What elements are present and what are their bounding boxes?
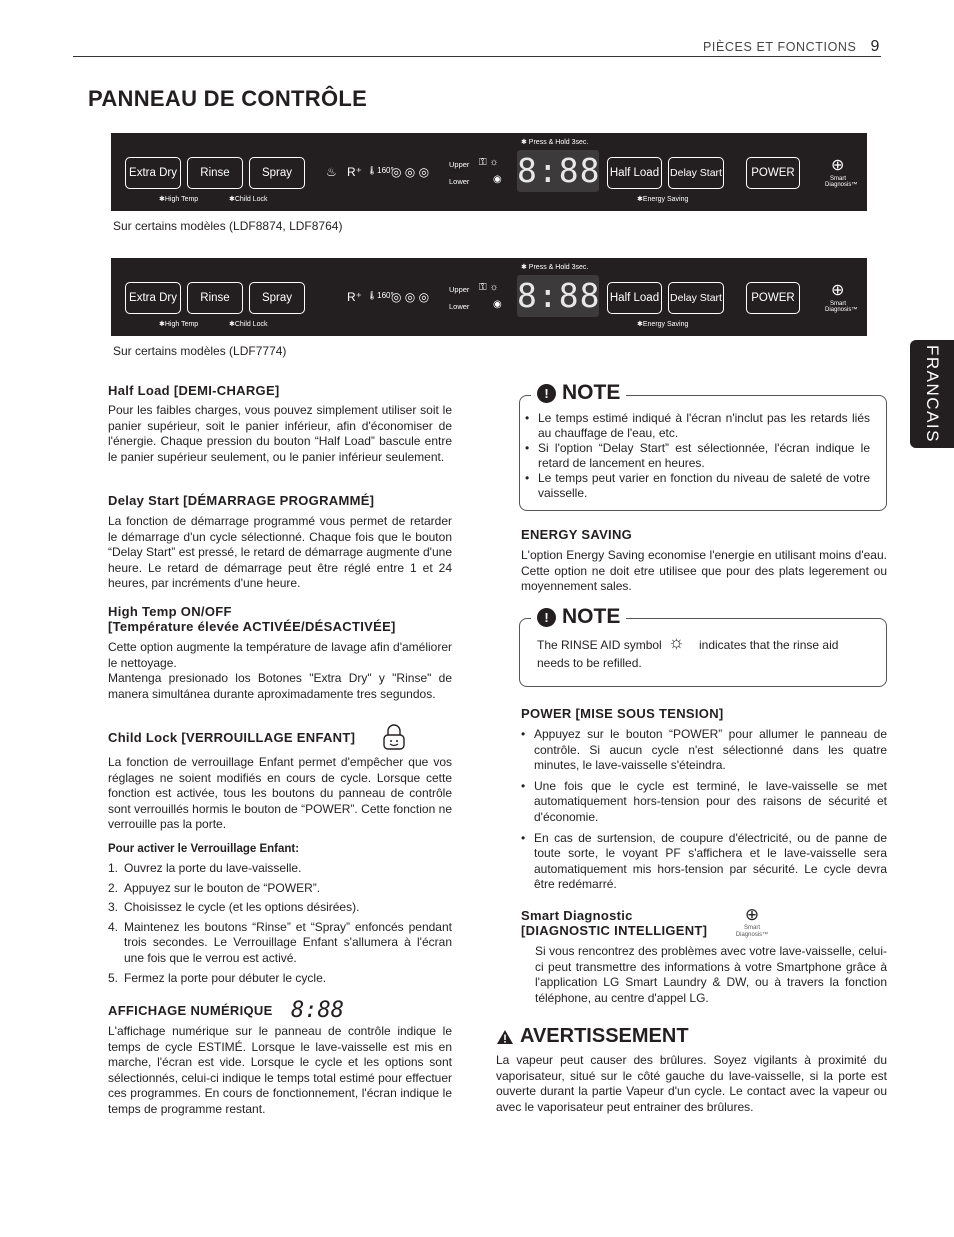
list-item: • Le temps peut varier en fonction du niveau de saleté de votre vaisselle.: [525, 471, 870, 500]
panel-1-caption: Sur certains modèles (LDF8874, LDF8764): [113, 219, 343, 233]
smart-diagnostic-body: Si vous rencontrez des problèmes avec votre lave-vaisselle, celui-ci peut transmettre des informations à votre Smartphone grâce à l'application LG Smart Laundry & DW, ou à travers la fonction téléphone, au centre d'appel LG.: [535, 944, 887, 1005]
upper-label: Upper: [449, 160, 470, 169]
list-item: 4. Maintenez les boutons “Rinse” et “Spray” enfoncés pendant trois secondes. Le Verrouillage Enfant s'allumera à l'écran une fois que le verrou est activé.: [108, 919, 452, 965]
wash-icon: ◎ ◎ ◎: [391, 165, 430, 179]
display-heading: AFFICHAGE NUMÉRIQUE: [108, 1003, 273, 1018]
high-temp-body: Cette option augmente la température de lavage afin d'améliorer le nettoyage.: [108, 640, 452, 670]
child-lock-label: ✱Child Lock: [229, 196, 268, 203]
smart-diagnostic-subheading: [DIAGNOSTIC INTELLIGENT]: [521, 923, 708, 938]
exclamation-icon: !: [537, 608, 556, 627]
high-temp-label: ✱High Temp: [159, 196, 199, 203]
digital-display: 8:88: [517, 276, 601, 315]
exclamation-icon: !: [537, 384, 556, 403]
list-item: 5. Fermez la porte pour débuter le cycle.: [108, 970, 327, 985]
smart-diagnosis-icon: ⊕: [831, 157, 845, 174]
note-2-text-a: The RINSE AID symbol: [537, 638, 662, 652]
rinse-aid-icon: R⁺: [347, 165, 362, 179]
section-name: PIÈCES ET FONCTIONS: [702, 40, 857, 54]
half-load-body: Pour les faibles charges, vous pouvez simplement utiliser soit le panier supérieur, soit le panier inférieur, afin d'économiser de l'énergie. Chaque pression du bouton “Half Load” bascule entre le panier supérieur seulement, ou le panier inférieur seulement.: [108, 403, 452, 464]
note-1-list: [525, 411, 870, 501]
spray-button: Spray: [249, 282, 305, 314]
digital-display: 8:88: [517, 151, 601, 190]
running-header: [703, 38, 880, 56]
delay-start-body: La fonction de démarrage programmé vous permet de retarder le démarrage d'un cycle sélectionné. Chaque fois que le bouton “Delay Start” est pressé, le retard de démarrage augmente d'une heure. Le retard de démarrage peut être réglé entre 1 et 24 heures, par incréments d'une heure.: [108, 514, 452, 591]
rinse-aid-sparkle-icon: ☼: [668, 632, 685, 652]
delay-start-button: Delay Start: [668, 157, 724, 189]
child-lock-body: La fonction de verrouillage Enfant permet d'empêcher que vos réglages ne soient modifiés en cours de cycle. Lorsque cette fonction est activée, tous les boutons du panneau de contrôle sont verrouillés hormis le bouton de “POWER”. Cette fonction ne verrouille pas la porte.: [108, 755, 452, 832]
warning-icon: [496, 1029, 514, 1045]
panel-2-caption: Sur certains modèles (LDF7774): [113, 344, 287, 358]
control-panel-2: [111, 258, 867, 336]
list-item: 3. Choisissez le cycle (et les options désirées).: [108, 900, 360, 915]
smart-label: Smart: [830, 301, 847, 307]
smart-diagnosis-icon: ⊕: [831, 282, 845, 299]
list-item: 2. Appuyez sur le bouton de “POWER”.: [108, 880, 321, 895]
warning-body: La vapeur peut causer des brûlures. Soyez vigilants à proximité du vaporisateur, situé sur le côté gauche du lave-vaisselle, si la porte est ouverte durant la partie Vapeur d'un cycle. Le contact avec la vapeur ou avec le vaporisateur peut entrainer des brûlures.: [496, 1053, 887, 1114]
wifi-icon: ◉: [493, 299, 502, 310]
list-item: • Le temps estimé indiqué à l'écran n'inclut pas les retards liés au chauffage de l'eau, etc.: [525, 411, 870, 440]
note-heading-1: ! NOTE: [531, 381, 626, 405]
child-lock-label: ✱Child Lock: [229, 321, 268, 328]
energy-saving-body: L'option Energy Saving economise l'energie en utilisant moins d'eau. Cette option ne doit etre utilisee que pour des plats legerement ou moyennement sales.: [521, 548, 887, 594]
page-title: PANNEAU DE CONTRÔLE: [88, 86, 368, 111]
power-heading: POWER [MISE SOUS TENSION]: [521, 706, 724, 721]
diagnosis-label: Diagnosis™: [825, 307, 858, 313]
list-item: • Une fois que le cycle est terminé, le lave-vaisselle se met automatiquement hors-tension pour des raisons de sécurité et d'économie.: [521, 778, 887, 824]
note-heading-2: ! NOTE: [531, 605, 626, 629]
temperature-icon: 🌡160°: [367, 291, 394, 300]
press-hold-label: ✱ Press & Hold 3sec.: [521, 264, 589, 271]
delay-start-button: Delay Start: [668, 282, 724, 314]
high-temp-label: ✱High Temp: [159, 321, 199, 328]
child-lock-icon: [381, 724, 407, 751]
power-button: POWER: [746, 157, 800, 189]
child-lock-steps-title: Pour activer le Verrouillage Enfant:: [108, 843, 300, 855]
child-lock-heading: Child Lock [VERROUILLAGE ENFANT]: [108, 730, 356, 745]
upper-label: Upper: [449, 285, 470, 294]
wash-icon: ◎ ◎ ◎: [391, 290, 430, 304]
page-number: 9: [870, 38, 880, 55]
display-icon: 8:88: [291, 998, 344, 1023]
lock-icon: ⚿ ☼: [479, 157, 499, 168]
energy-saving-heading: ENERGY SAVING: [521, 527, 633, 542]
smart-diagnostic-heading: Smart Diagnostic: [521, 908, 633, 923]
list-item: • Si l'option “Delay Start” est sélectionnée, l'écran indique le retard de lancement en heures.: [525, 441, 870, 470]
warning-heading: AVERTISSEMENT: [496, 1025, 689, 1048]
child-lock-steps: [108, 861, 452, 990]
press-hold-label: ✱ Press & Hold 3sec.: [521, 139, 589, 146]
half-load-button: Half Load: [607, 282, 662, 314]
wifi-icon: ◉: [493, 174, 502, 185]
language-tab: [910, 340, 954, 448]
energy-saving-label: ✱Energy Saving: [637, 321, 689, 328]
header-rule: [73, 56, 881, 57]
lower-label: Lower: [449, 177, 470, 186]
smart-label: Smart: [830, 176, 847, 182]
delay-start-heading: Delay Start [DÉMARRAGE PROGRAMMÉ]: [108, 493, 375, 508]
display-body: L'affichage numérique sur le panneau de contrôle indique le temps de cycle ESTIMÉ. Lorsque le lave-vaisselle est mis en marche, l'écran est vide. Lorsque le cycle et les options sont sélectionnés, celui-ci indique le temps total estimé pour effectuer ces programmes. En cours de fonctionnement, l'écran indique le temps de programme restant.: [108, 1024, 452, 1116]
lock-icon: ⚿ ☼: [479, 282, 499, 293]
note-2-text-b1: indicates that the rinse aid: [699, 638, 839, 652]
control-panel-1: [111, 133, 867, 211]
high-temp-subheading: [Température élevée ACTIVÉE/DÉSACTIVÉE]: [108, 619, 396, 634]
diagnosis-label: Diagnosis™: [825, 182, 858, 188]
language-tab-label: FRANCAIS: [923, 345, 942, 443]
steam-icon: ♨: [326, 165, 337, 179]
temperature-icon: 🌡160°: [367, 166, 394, 175]
spray-button: Spray: [249, 157, 305, 189]
high-temp-body-2: Mantenga presionado los Botones "Extra Dry" y "Rinse" de manera simultánea durante aproximadamente tres segundos.: [108, 671, 452, 701]
half-load-button: Half Load: [607, 157, 662, 189]
power-list: [521, 727, 887, 893]
lower-label: Lower: [449, 302, 470, 311]
extra-dry-button: Extra Dry: [125, 282, 181, 314]
list-item: 1. Ouvrez la porte du lave-vaisselle.: [108, 861, 302, 875]
list-item: • En cas de surtension, de coupure d'électricité, ou de panne de toute sorte, le voyant PF s'affichera et le lave-vaisselle sera automatiquement mis hors-tension par sécurité. Le cycle devra être redémarré.: [521, 830, 887, 892]
rinse-button: Rinse: [187, 282, 243, 314]
energy-saving-label: ✱Energy Saving: [637, 196, 689, 203]
half-load-heading: Half Load [DEMI-CHARGE]: [108, 383, 280, 398]
smart-diagnosis-icon: ⊕ Smart Diagnosis™: [735, 905, 769, 938]
extra-dry-button: Extra Dry: [125, 157, 181, 189]
note-2-text-b2: needs to be refilled.: [537, 656, 642, 670]
rinse-button: Rinse: [187, 157, 243, 189]
list-item: • Appuyez sur le bouton “POWER” pour allumer le panneau de contrôle. Si aucun cycle n'est sélectionné dans les quatre minutes, le lave-vaisselle s'éteindra.: [521, 727, 887, 773]
power-button: POWER: [746, 282, 800, 314]
high-temp-heading: High Temp ON/OFF: [108, 604, 232, 619]
rinse-aid-icon: R⁺: [347, 290, 362, 304]
